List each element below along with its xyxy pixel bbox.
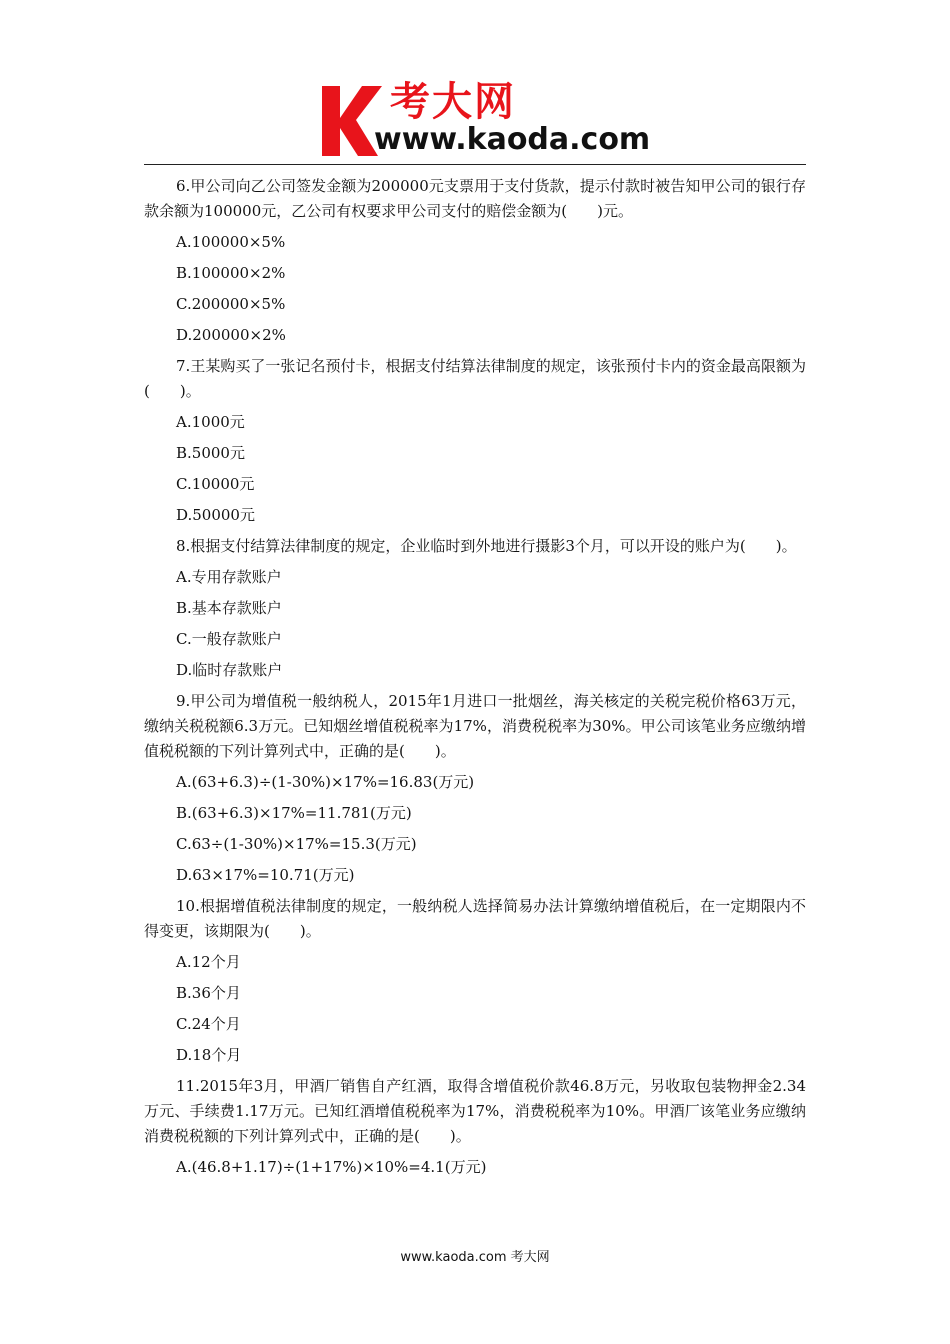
kaoda-logo [318, 78, 651, 162]
answer-option: C.10000元 [176, 475, 255, 493]
answer-option: C.一般存款账户 [176, 630, 282, 648]
answer-option: D.63×17%=10.71(万元) [176, 866, 355, 884]
answer-option: B.(63+6.3)×17%=11.781(万元) [176, 804, 412, 822]
answer-option: D.临时存款账户 [176, 661, 283, 679]
answer-option: A.100000×5% [176, 233, 286, 251]
answer-option: C.200000×5% [176, 295, 286, 313]
answer-option: C.24个月 [176, 1015, 241, 1033]
answer-option: B.100000×2% [176, 264, 286, 282]
question-stem: 10.根据增值税法律制度的规定，一般纳税人选择简易办法计算缴纳增值税后，在一定期限内不得变更，该期限为( )。 [144, 897, 806, 940]
answer-option: D.50000元 [176, 506, 255, 524]
question-stem: 9.甲公司为增值税一般纳税人，2015年1月进口一批烟丝，海关核定的关税完税价格63万元，缴纳关税税额6.3万元。已知烟丝增值税税率为17%，消费税税率为30%。甲公司该笔业务应缴纳增值税税额的下列计算列式中，正确的是( )。 [144, 692, 806, 760]
answer-option: A.(63+6.3)÷(1-30%)×17%=16.83(万元) [176, 773, 475, 791]
answer-option: B.36个月 [176, 984, 241, 1002]
question-stem: 11.2015年3月，甲酒厂销售自产红酒，取得含增值税价款46.8万元，另收取包装物押金2.34万元、手续费1.17万元。已知红酒增值税税率为17%，消费税税率为10%。甲酒厂该笔业务应缴纳消费税税额的下列计算列式中，正确的是( )。 [144, 1077, 806, 1145]
question-stem: 8.根据支付结算法律制度的规定，企业临时到外地进行摄影3个月，可以开设的账户为( )。 [176, 537, 797, 555]
page-footer: www.kaoda.com 考大网 [400, 1250, 550, 1265]
question-stem: 7.王某购买了一张记名预付卡，根据支付结算法律制度的规定，该张预付卡内的资金最高限额为( )。 [144, 357, 806, 400]
answer-option: B.基本存款账户 [176, 599, 282, 617]
answer-option: D.200000×2% [176, 326, 286, 344]
answer-option: D.18个月 [176, 1046, 242, 1064]
answer-option: A.12个月 [176, 953, 241, 971]
answer-option: B.5000元 [176, 444, 245, 462]
logo-chinese-name: 考大网 [390, 79, 516, 125]
logo-url: www.kaoda.com [374, 122, 651, 157]
header-divider [144, 164, 806, 165]
question-list [144, 174, 806, 1186]
answer-option: A.1000元 [176, 413, 245, 431]
question-stem: 6.甲公司向乙公司签发金额为200000元支票用于支付货款，提示付款时被告知甲公司的银行存款余额为100000元，乙公司有权要求甲公司支付的赔偿金额为( )元。 [144, 177, 806, 220]
answer-option: A.专用存款账户 [176, 568, 282, 586]
answer-option: A.(46.8+1.17)÷(1+17%)×10%=4.1(万元) [176, 1158, 487, 1176]
answer-option: C.63÷(1-30%)×17%=15.3(万元) [176, 835, 417, 853]
